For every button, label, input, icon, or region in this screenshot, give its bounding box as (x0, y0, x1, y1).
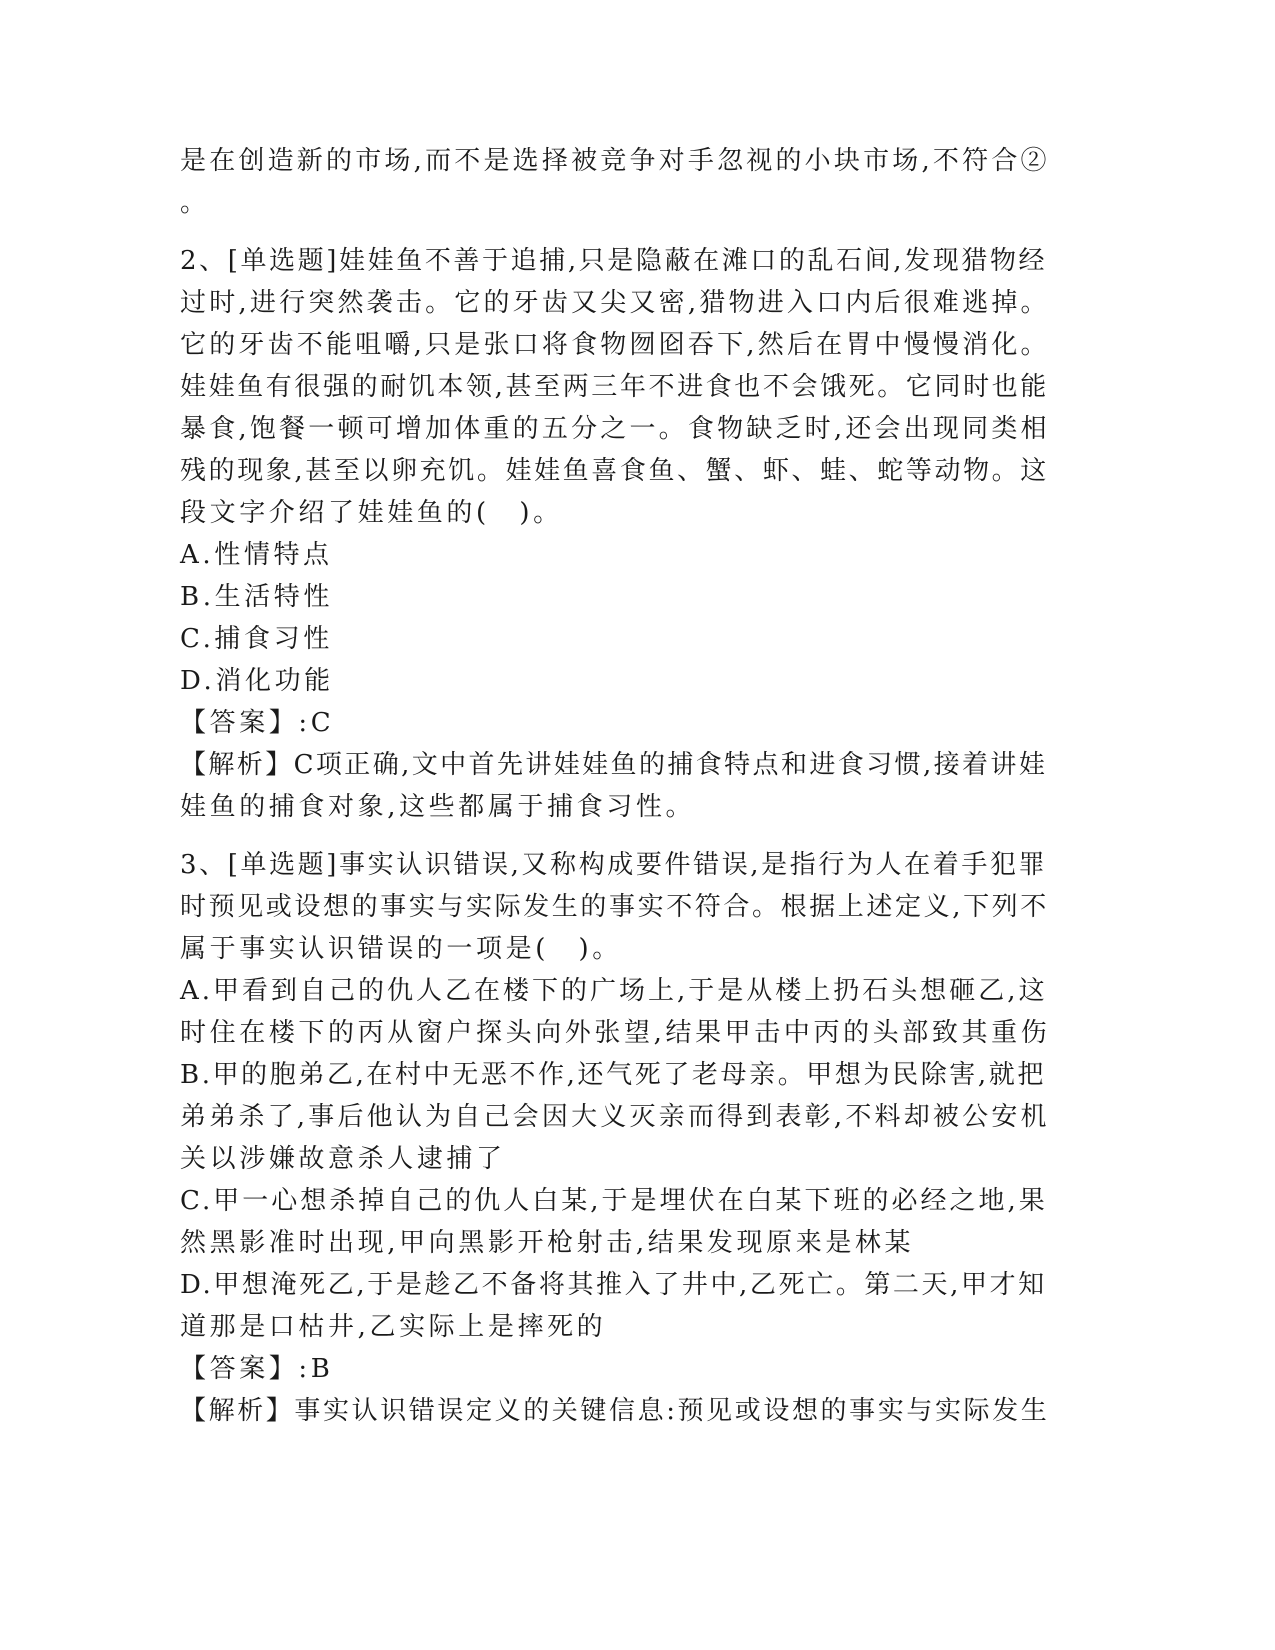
option-a-line: A.甲看到自己的仇人乙在楼下的广场上,于是从楼上扔石头想砸乙,这 (180, 976, 1048, 1006)
question-stem-line: 暴食,饱餐一顿可增加体重的五分之一。食物缺乏时,还会出现同类相 (180, 414, 1050, 444)
analysis-line: 【解析】事实认识错误定义的关键信息:预见或设想的事实与实际发生 (180, 1396, 1050, 1426)
text-line: 是在创造新的市场,而不是选择被竞争对手忽视的小块市场,不符合② (180, 146, 1050, 176)
question-stem-line: 2、[单选题]娃娃鱼不善于追捕,只是隐蔽在滩口的乱石间,发现猎物经 (180, 246, 1048, 276)
answer: 【答案】:C (180, 708, 335, 738)
text-line: 。 (180, 188, 210, 218)
option-d-line: 道那是口枯井,乙实际上是摔死的 (180, 1312, 607, 1342)
question-stem-line: 段文字介绍了娃娃鱼的( )。 (180, 498, 563, 528)
answer: 【答案】:B (180, 1354, 334, 1384)
question-stem-line: 3、[单选题]事实认识错误,又称构成要件错误,是指行为人在着手犯罪 (180, 850, 1048, 880)
analysis-line: 【解析】C项正确,文中首先讲娃娃鱼的捕食特点和进食习惯,接着讲娃 (180, 750, 1048, 780)
question-stem-line: 残的现象,甚至以卵充饥。娃娃鱼喜食鱼、蟹、虾、蛙、蛇等动物。这 (180, 456, 1049, 486)
question-stem-line: 时预见或设想的事实与实际发生的事实不符合。根据上述定义,下列不 (180, 892, 1049, 922)
option-b: B.生活特性 (180, 582, 333, 612)
option-b-line: 弟弟杀了,事后他认为自己会因大义灭亲而得到表彰,不料却被公安机 (180, 1102, 1050, 1132)
option-c: C.捕食习性 (180, 624, 333, 654)
question-3 (180, 844, 1050, 1432)
intro-text (180, 140, 1050, 224)
option-a-line: 时住在楼下的丙从窗户探头向外张望,结果甲击中丙的头部致其重伤 (180, 1018, 1051, 1048)
question-stem-line: 娃娃鱼有很强的耐饥本领,甚至两三年不进食也不会饿死。它同时也能 (180, 372, 1049, 402)
option-c-line: C.甲一心想杀掉自己的仇人白某,于是埋伏在白某下班的必经之地,果 (180, 1186, 1048, 1216)
question-2 (180, 240, 1050, 828)
option-a: A.性情特点 (180, 540, 333, 570)
option-c-line: 然黑影准时出现,甲向黑影开枪射击,结果发现原来是林某 (180, 1228, 915, 1258)
question-stem-line: 它的牙齿不能咀嚼,只是张口将食物囫囵吞下,然后在胃中慢慢消化。 (180, 330, 1050, 360)
option-d: D.消化功能 (180, 666, 334, 696)
option-d-line: D.甲想淹死乙,于是趁乙不备将其推入了井中,乙死亡。第二天,甲才知 (180, 1270, 1047, 1300)
option-b-line: 关以涉嫌故意杀人逮捕了 (180, 1144, 506, 1174)
document-page (180, 140, 1050, 1432)
option-b-line: B.甲的胞弟乙,在村中无恶不作,还气死了老母亲。甲想为民除害,就把 (180, 1060, 1046, 1090)
analysis-line: 娃鱼的捕食对象,这些都属于捕食习性。 (180, 792, 696, 822)
question-stem-line: 属于事实认识错误的一项是( )。 (180, 934, 622, 964)
question-stem-line: 过时,进行突然袭击。它的牙齿又尖又密,猎物进入口内后很难逃掉。 (180, 288, 1050, 318)
